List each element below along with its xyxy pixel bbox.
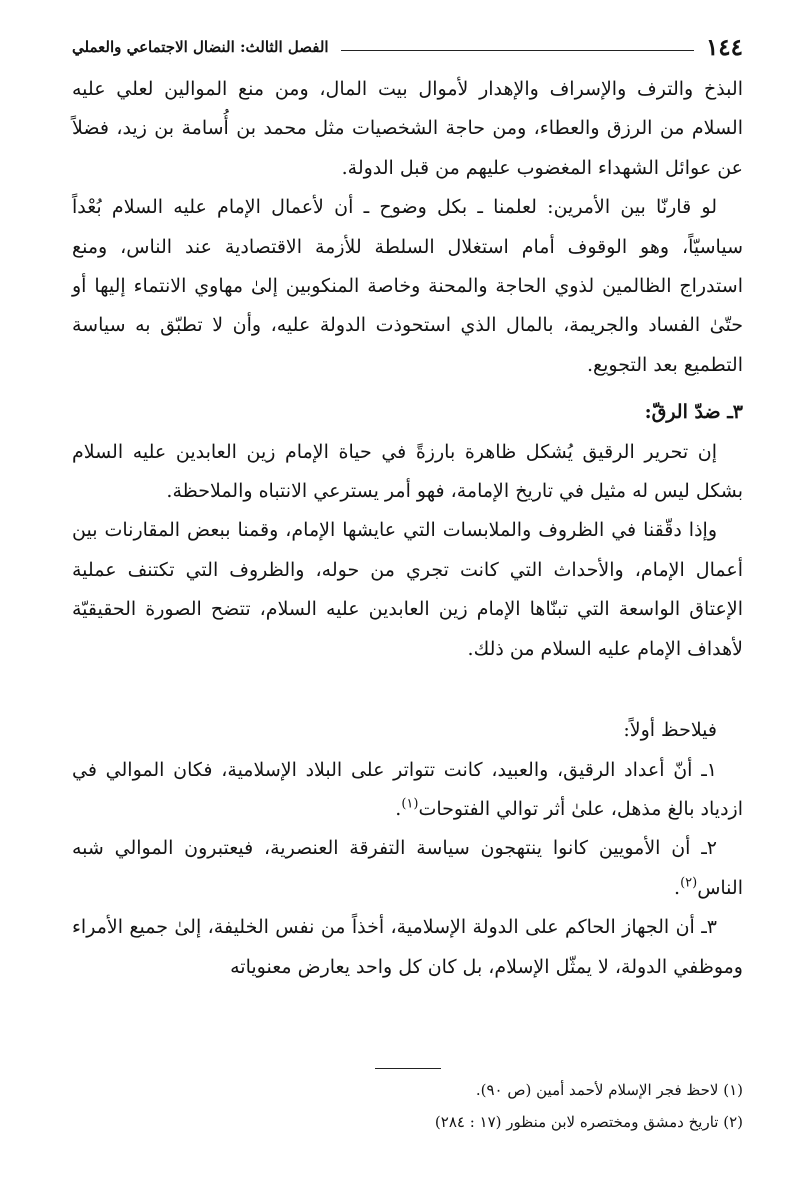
footnote-divider: [375, 1068, 441, 1069]
footnotes: [72, 1074, 743, 1138]
header-rule: [341, 50, 694, 51]
page-number: ١٤٤: [705, 33, 743, 61]
paragraph-continuation: البذخ والترف والإسراف والإهدار لأموال بيت المال، ومن منع الموالين لعلي عليه السلام من الرزق والعطاء، ومن حاجة الشخصيات مثل محمد بن أُسامة بن زيد، فضلاً عن عوائل الشهداء المغضوب عليهم من قبل الدولة.: [72, 78, 743, 179]
paragraph-gap: [72, 669, 743, 711]
footnote-1: (١) لاحظ فجر الإسلام لأحمد أمين (ص ٩٠).: [475, 1081, 743, 1099]
page-header: [72, 30, 743, 64]
observation-item-1-text: ١ـ أنّ أعداد الرقيق، والعبيد، كانت تتواتر على البلاد الإسلامية، فكان الموالي في ازدياد بالغ مذهل، علىٰ أثر توالي الفتوحات: [72, 758, 743, 820]
footnote-2: (٢) تاريخ دمشق ومختصره لابن منظور (١٧ : ٢٨٤): [434, 1113, 743, 1131]
observation-item-2: ٢ـ أن الأمويين كانوا ينتهجون سياسة التفرقة العنصرية، فيعتبرون الموالي شبه الناس$^{(٢)}$.: [72, 837, 743, 899]
footnote-ref-1[interactable]: (١): [401, 796, 419, 812]
paragraph-circumstances: وإذا دقّقنا في الظروف والملابسات التي عايشها الإمام، وقمنا ببعض المقارنات بين أعمال الإمام، والأحداث التي كانت تجري من حوله، والظروف التي تكتنف عملية الإعتاق الواسعة التي تبنّاها الإمام زين العابدين عليه السلام، تتضح الصورة الحقيقيّة لأهداف الإمام عليه السلام من ذلك.: [72, 519, 743, 660]
paragraph-comparison: لو قارنّا بين الأمرين: لعلمنا ـ بكل وضوح ـ أن لأعمال الإمام عليه السلام بُعْداً سياسيّاً، وهو الوقوف أمام استغلال السلطة للأزمة الاقتصادية عند الناس، ومنع استدراج الظالمين لذوي الحاجة والمحنة وخاصة المنكوبين إلىٰ مهاوي الانتماء إليها أو حتّىٰ الفساد والجريمة، بالمال الذي استحوذت الدولة عليه، وأن لا تطبّق به سياسة التطميع بعد التجويع.: [72, 196, 743, 376]
observation-item-1: ١ـ أنّ أعداد الرقيق، والعبيد، كانت تتواتر على البلاد الإسلامية، فكان الموالي في ازدياد بالغ مذهل، علىٰ أثر توالي الفتوحات$^{(١)}$.: [72, 758, 743, 820]
section-heading: ٣ـ ضدّ الرقّ:: [644, 401, 743, 424]
observation-item-3: ٣ـ أن الجهاز الحاكم على الدولة الإسلامية، أخذاً من نفس الخليفة، إلىٰ جميع الأمراء وموظفي الدولة، لا يمثّل الإسلام، بل كان كل واحد يعارض معنوياته: [72, 916, 743, 978]
running-head: الفصل الثالث: النضال الاجتماعي والعملي: [72, 38, 329, 56]
footnote-ref-2[interactable]: (٢): [680, 875, 698, 891]
page-body: [72, 70, 743, 987]
observations-intro: فيلاحظ أولاً:: [623, 719, 717, 742]
observation-item-2-text: ٢ـ أن الأمويين كانوا ينتهجون سياسة التفرقة العنصرية، فيعتبرون الموالي شبه الناس: [72, 837, 743, 899]
paragraph-slave-liberation: إن تحرير الرقيق يُشكل ظاهرة بارزةً في حياة الإمام زين العابدين عليه السلام بشكل ليس له مثيل في تاريخ الإمامة، فهو أمر يسترعي الانتباه والملاحظة.: [72, 440, 743, 503]
